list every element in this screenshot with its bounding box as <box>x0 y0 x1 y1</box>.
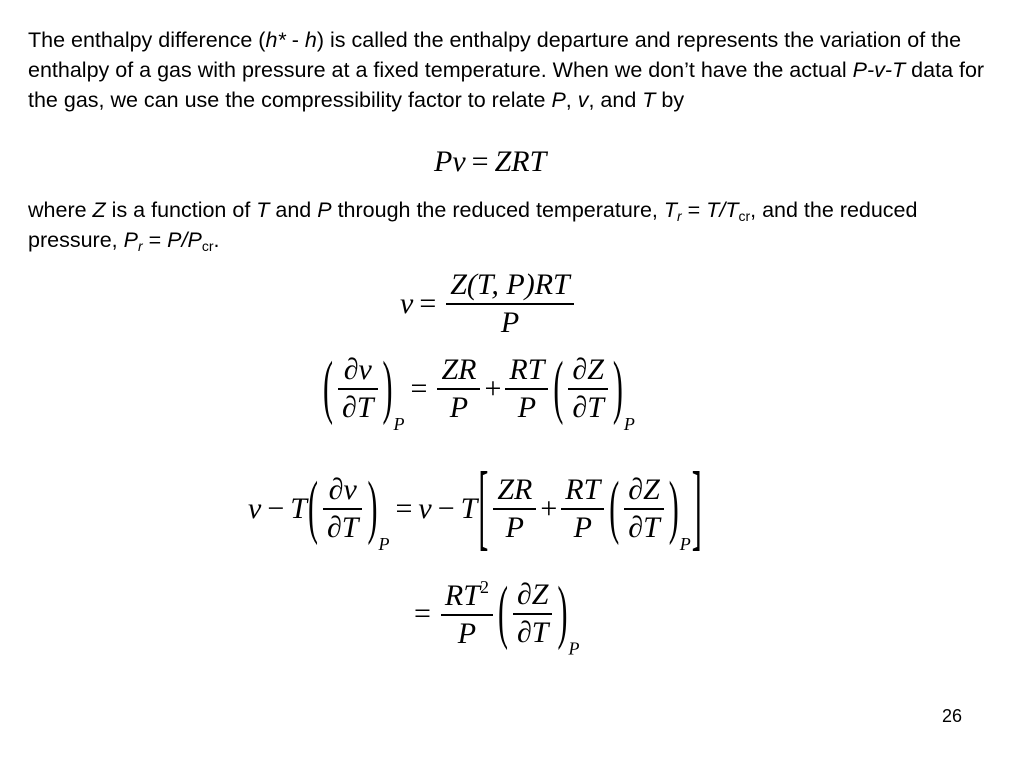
paren-close: ) <box>668 469 679 547</box>
paren-open: ( <box>553 349 564 427</box>
paren-close: ) <box>557 573 568 652</box>
text: , and <box>588 88 643 112</box>
eq1-denominator: P <box>500 306 520 339</box>
ZR: ZR <box>441 353 477 386</box>
partial-T: ∂T <box>572 391 604 424</box>
T: T <box>460 492 478 525</box>
P: P <box>573 511 592 544</box>
text: where <box>28 198 93 222</box>
paren-open: ( <box>323 349 333 427</box>
partial-T: ∂T <box>342 391 374 424</box>
text: data for the gas, we can use the compressibility factor to relate <box>28 58 985 112</box>
paren-open: ( <box>307 469 318 547</box>
equation-enthalpy-integrand <box>248 454 703 561</box>
eq4-numerator <box>441 578 493 614</box>
subscript-P: P <box>623 413 635 434</box>
eq3-derivative <box>323 475 363 543</box>
partial-T: ∂T <box>326 511 359 544</box>
bracket-close: ] <box>691 454 702 561</box>
eq1-lhs: v <box>400 287 414 320</box>
eq2-fraction-rt <box>505 355 548 423</box>
var-T: T <box>725 198 739 222</box>
var-h: h <box>304 28 317 52</box>
sub-cr: cr <box>201 238 214 254</box>
partial-T: ∂T <box>628 511 660 544</box>
var-P: P <box>317 198 332 222</box>
text: by <box>655 88 685 112</box>
minus: − <box>437 492 455 525</box>
partial-Z: ∂Z <box>628 473 660 506</box>
page-number: 26 <box>941 706 962 726</box>
intro-paragraph <box>28 25 1003 115</box>
RT: RT <box>565 473 601 506</box>
eq-lhs: Pv <box>434 145 466 178</box>
equation-result <box>408 573 580 659</box>
partial-Z: ∂Z <box>516 577 549 611</box>
v: v <box>418 492 432 525</box>
var-P: P <box>167 228 182 252</box>
var-T: T <box>642 88 656 112</box>
text: is a function of <box>105 198 257 222</box>
var-v: v <box>577 88 589 112</box>
slash: / <box>719 198 726 222</box>
eq2-equals: = <box>410 372 428 405</box>
equation-pv-zrt <box>434 147 546 177</box>
eq2-fraction-zr <box>437 355 480 423</box>
plus: + <box>484 372 502 405</box>
reduced-properties-paragraph <box>28 195 1003 255</box>
partial-v: ∂v <box>328 473 357 506</box>
partial-Z: ∂Z <box>572 353 604 386</box>
sub-r: r <box>677 208 682 224</box>
paren-close: ) <box>382 349 393 427</box>
subscript-P: P <box>679 533 691 554</box>
var-P: P <box>123 228 138 252</box>
paren-open: ( <box>497 573 508 652</box>
partial-v: ∂v <box>343 353 372 386</box>
text: - <box>285 28 305 52</box>
text: = <box>142 228 168 252</box>
subscript-P: P <box>568 638 580 659</box>
eq-equals: = <box>471 145 489 178</box>
var-h-star: h* <box>265 28 286 52</box>
eq1-equals: = <box>419 287 437 320</box>
bracket-open: [ <box>478 454 489 561</box>
minus: − <box>267 492 285 525</box>
P: P <box>457 617 477 650</box>
text: through the reduced temperature, <box>331 198 664 222</box>
var-T: T <box>663 198 677 222</box>
text: The enthalpy difference ( <box>28 28 266 52</box>
eq4-equals: = <box>414 596 431 630</box>
var-T: T <box>706 198 720 222</box>
var-Z: Z <box>92 198 106 222</box>
eq3-fraction-zr <box>493 475 536 543</box>
eq4-fraction <box>441 578 493 649</box>
slash: / <box>181 228 188 252</box>
eq3-derivative-z <box>624 475 664 543</box>
subscript-P: P <box>393 413 405 434</box>
text: , and the reduced pressure, <box>28 198 918 252</box>
ZR: ZR <box>497 473 533 506</box>
sub-r: r <box>137 238 143 254</box>
RT: RT <box>444 579 480 612</box>
text: , <box>565 88 578 112</box>
text: . <box>213 228 220 252</box>
eq3-fraction-rt <box>561 475 604 543</box>
text: = <box>681 198 707 222</box>
sub-cr: cr <box>738 208 751 224</box>
eq2-derivative <box>338 355 378 423</box>
eq-rhs: ZRT <box>494 145 547 178</box>
P: P <box>505 511 524 544</box>
eq3-equals: = <box>395 492 413 525</box>
var-T: T <box>256 198 270 222</box>
var-P: P <box>551 88 566 112</box>
var-P: P <box>187 228 202 252</box>
var-pvt: P-v-T <box>852 58 906 82</box>
T: T <box>290 492 307 525</box>
equation-v <box>400 270 578 338</box>
v: v <box>248 492 262 525</box>
subscript-P: P <box>378 533 390 554</box>
P: P <box>517 391 537 424</box>
eq1-numerator: Z(T, P)RT <box>450 268 570 301</box>
P: P <box>449 391 469 424</box>
equation-dvdT <box>322 349 635 434</box>
eq1-fraction <box>446 270 573 338</box>
partial-T: ∂T <box>516 615 549 649</box>
text: ) is called the enthalpy departure and represents the variation of the enthalpy of a gas with pressure at a fixed temperature. When we don’t have the actual <box>28 28 962 82</box>
superscript-2: 2 <box>479 577 489 597</box>
eq4-derivative-z <box>513 577 553 649</box>
plus: + <box>540 492 558 525</box>
paren-close: ) <box>612 349 623 427</box>
paren-close: ) <box>367 469 378 547</box>
eq2-derivative-z <box>568 355 608 423</box>
text: and <box>269 198 318 222</box>
paren-open: ( <box>609 469 620 547</box>
RT: RT <box>509 353 545 386</box>
